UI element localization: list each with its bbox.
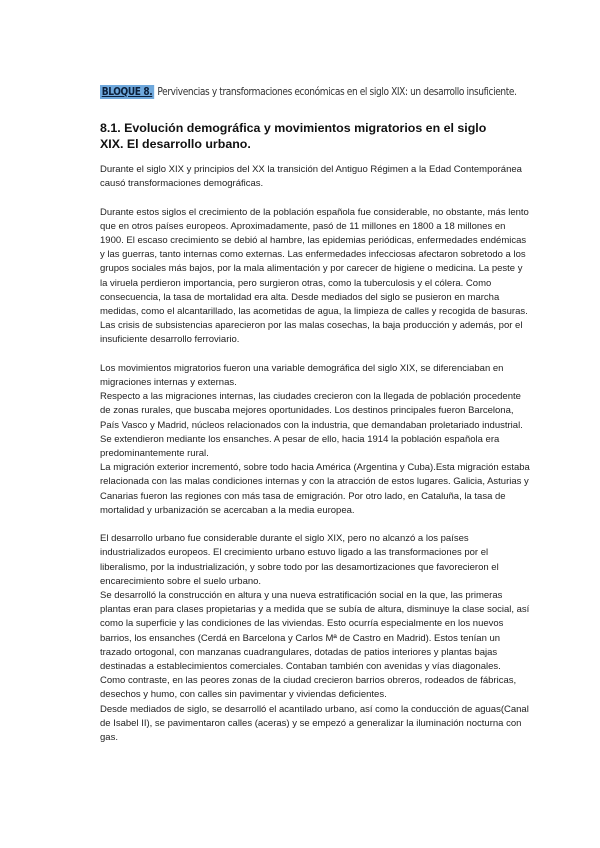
paragraph-urban-development: El desarrollo urbano fue considerable durante el siglo XIX, pero no alcanzó a los países industrializados europeos. El crecimiento urbano estuvo ligado a las transformaciones por el liberalismo, por la industrialización, y sobre todo por las desamortizaciones que favorecieron el encarecimiento sobre el suelo urbano.	[100, 533, 499, 587]
paragraph-external-migration: La migración exterior incrementó, sobre todo hacia América (Argentina y Cuba).Esta migración estaba	[100, 462, 530, 474]
paragraph-working-districts: Como contraste, en las peores zonas de la ciudad crecieron barrios obreros, rodeados de fábricas, desechos y humo, con calles sin pavimentar y viviendas deficientes.	[100, 675, 517, 701]
block-title: Pervivencias y transformaciones económicas en el siglo XIX: un desarrollo insuficiente.	[157, 86, 517, 98]
paragraph-internal-migrations: Respecto a las migraciones internas, las ciudades crecieron con la llegada de población procedente de zonas rurales, que buscaba mejores oportunidades. Los destinos principales fueron Barcelona, País Vasco y Madrid, núcleos relacionados con la industria, que demandaban proletariado industrial. Se extendieron mediante los ensanches. A pesar de ello, hacia 1914 la población española era predominantemente rural.	[100, 391, 523, 460]
paragraph-migrations: Los movimientos migratorios fueron una variable demográfica del siglo XIX, se diferenciaban en migraciones internas y externas.	[100, 362, 504, 389]
paragraph-population: Durante estos siglos el crecimiento de la población española fue considerable, no obstante, más lento que en otros países europeos. Aproximadamente, pasó de 11 millones en 1800 a 18 millones en 1900. El escaso crecimiento se debió al hambre, las epidemias periódicas, enfermedades endémicas y las guerras, tanto internas como externas. Las enfermedades infecciosas afectaron sobretodo a los grupos sociales más bajos, por la mala alimentación y por carecer de higiene o medicina. La peste y la viruela perdieron importancia, pero surgieron otras, como la tuberculosis y el cólera. Como consecuencia, la tasa de mortalidad era alta. Desde mediados del siglo se pusieron en marcha medidas, como el alcantarillado, las acometidas de agua, la limpieza de calles y recogida de basuras. Las crisis de subsistencias aparecieron por las malas cosechas, la baja producción y además, por el insuficiente desarrollo ferroviario.	[100, 206, 529, 346]
block-heading	[100, 86, 517, 98]
paragraph-intro: Durante el siglo XIX y principios del XX la transición del Antiguo Régimen a la Edad Contemporánea causó transformaciones demográficas.	[100, 164, 522, 190]
paragraph-emigration-regions: relacionada con las malas condiciones internas y con la atracción de estos lugares. Galicia, Asturias y Canarias fueron las regiones con más tasa de emigración. Por otro lado, en Cataluña, la tasa de mortalidad y urbanización se acercaban a la media europea.	[100, 476, 529, 516]
paragraph-construction: Se desarrolló la construcción en altura y una nueva estratificación social en la que, las primeras plantas eran para clases propietarias y a medida que se subía de altura, disminuye la clase social, así como la superficie y las condiciones de las viviendas. Esto ocurría especialmente en los nuevos barrios, los ensanches (Cerdá en Barcelona y Carlos Mª de Castro en Madrid). Estos tenían un trazado ortogonal, con manzanas cuadrangulares, dotadas de patios interiores y plantas bajas destinadas a establecimientos comerciales. Contaban también con avenidas y vías diagonales.	[100, 590, 530, 673]
block-label: BLOQUE 8.	[101, 86, 153, 98]
document-body	[100, 163, 530, 745]
section-title: 8.1. Evolución demográfica y movimientos migratorios en el siglo XIX. El desarrollo urbano.	[100, 121, 487, 151]
paragraph-infrastructure: Desde mediados de siglo, se desarrolló el acantilado urbano, así como la conducción de aguas(Canal de Isabel II), se pavimentaron calles (aceras) y se empezó a generalizar la iluminación nocturna con gas.	[100, 703, 529, 744]
